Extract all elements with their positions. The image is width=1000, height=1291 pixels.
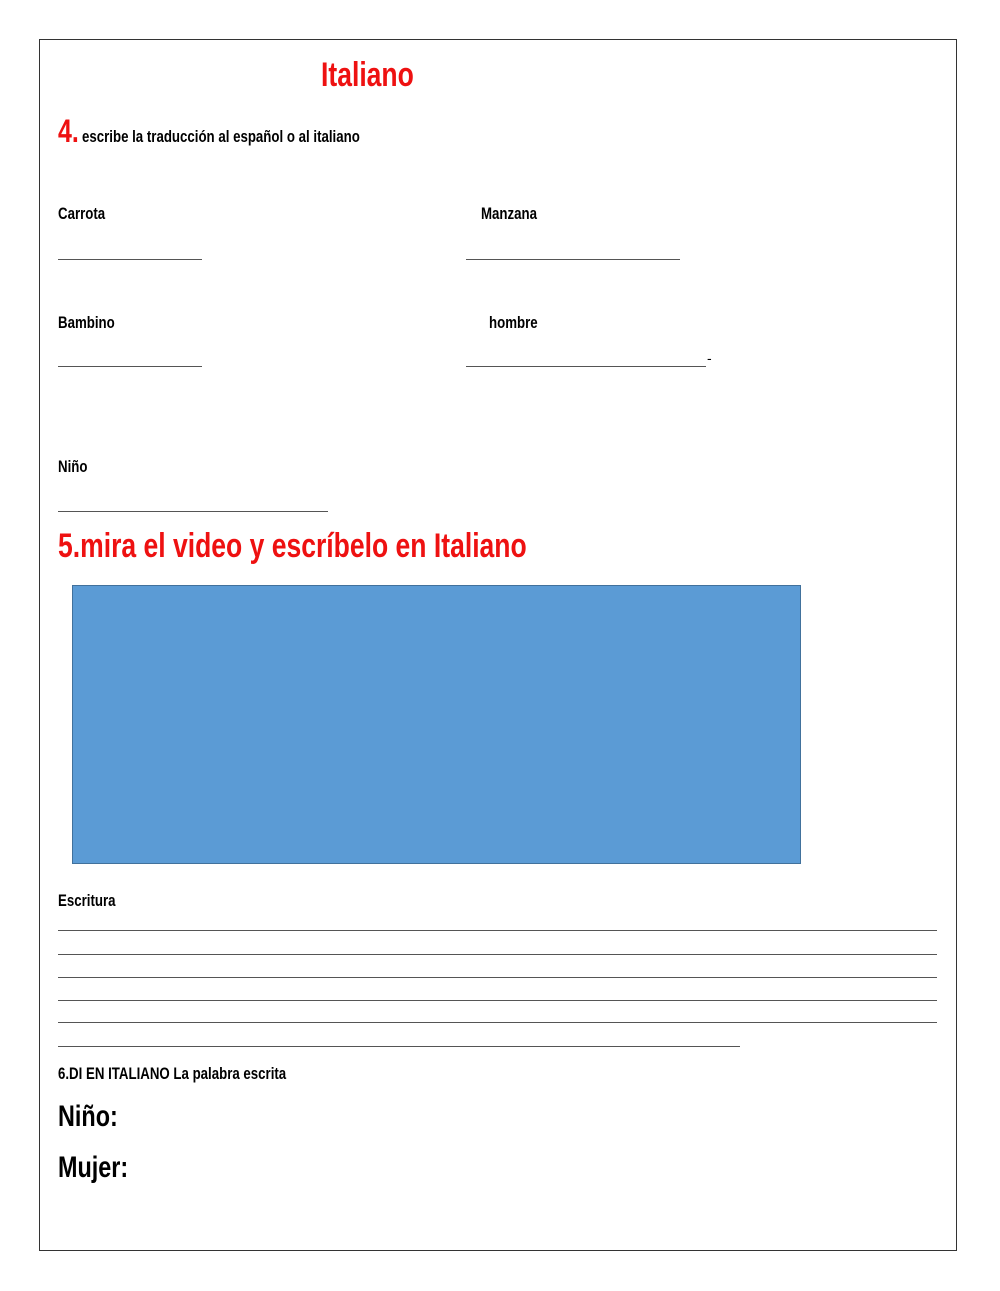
page-title: Italiano	[321, 56, 414, 94]
prompt-mujer: Mujer:	[58, 1151, 129, 1184]
question-6-heading: 6.DI EN ITALIANO La palabra escrita	[58, 1064, 287, 1083]
answer-blank-manzana[interactable]	[466, 259, 680, 260]
answer-blank-nino[interactable]	[58, 511, 328, 512]
word-carrota: Carrota	[58, 204, 106, 223]
word-manzana: Manzana	[481, 204, 538, 223]
word-hombre: hombre	[489, 313, 538, 332]
writing-label: Escritura	[58, 891, 116, 910]
answer-blank-carrota[interactable]	[58, 259, 202, 260]
word-bambino: Bambino	[58, 313, 115, 332]
writing-line[interactable]	[58, 1022, 937, 1023]
video-placeholder[interactable]	[72, 585, 801, 864]
question-5-heading: 5.mira el video y escríbelo en Italiano	[58, 527, 527, 565]
writing-line[interactable]	[58, 1000, 937, 1001]
word-nino: Niño	[58, 457, 88, 476]
question-4-number: 4.	[58, 113, 79, 149]
writing-line[interactable]	[58, 977, 937, 978]
answer-blank-hombre[interactable]	[466, 366, 706, 367]
question-4-instruction: escribe la traducción al español o al italiano	[82, 127, 360, 146]
writing-line[interactable]	[58, 930, 937, 931]
writing-line[interactable]	[58, 1046, 740, 1047]
answer-blank-bambino[interactable]	[58, 366, 202, 367]
prompt-nino: Niño:	[58, 1100, 118, 1133]
writing-line[interactable]	[58, 954, 937, 955]
stray-mark: -	[707, 350, 712, 366]
